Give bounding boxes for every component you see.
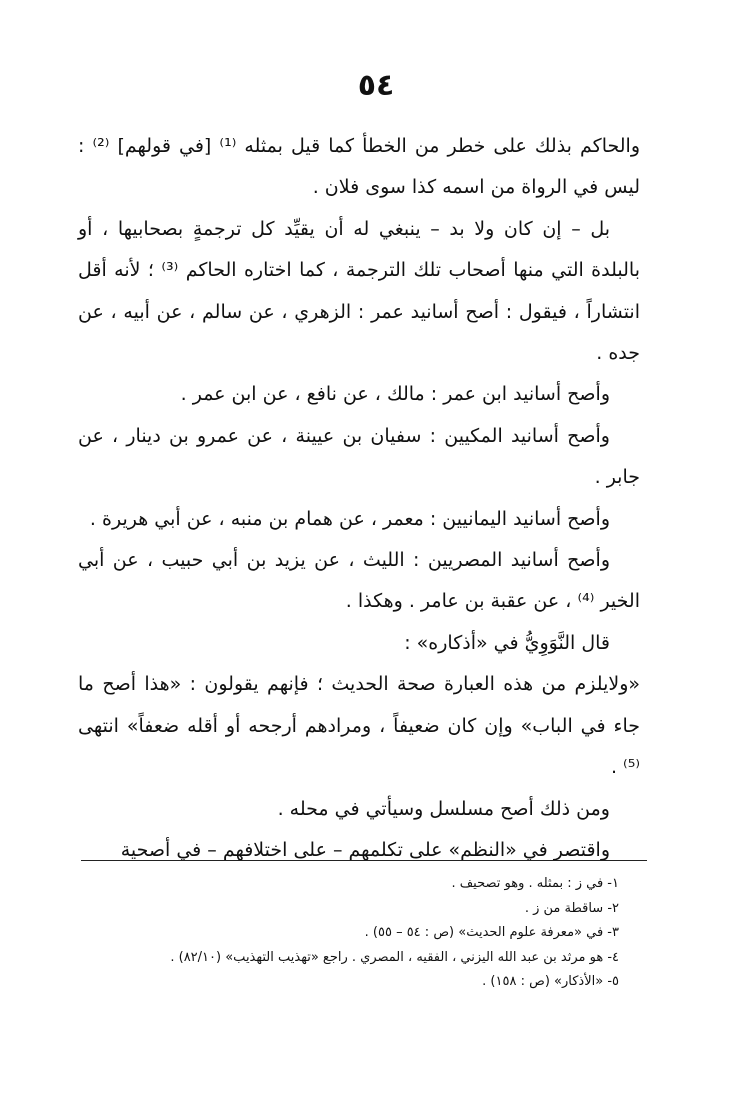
main-text (78, 126, 640, 871)
paragraph-8: «ولايلزم من هذه العبارة صحة الحديث ؛ فإنهم يقولون : «هذا أصح ما جاء في الباب» وإن كان ضعيفاً ، ومرادهم أرجحه أو أقله ضعفاً» انتهى ⁽⁵⁾ . (78, 673, 640, 779)
page-number: ٥٤ (357, 68, 395, 103)
footnote-4: ٤- هو مرثد بن عبد الله اليزني ، الفقيه ، المصري . راجع «تهذيب التهذيب» (٨٢/١٠) . (170, 949, 619, 965)
paragraph-6: وأصح أسانيد المصريين : الليث ، عن يزيد بن أبي حبيب ، عن أبي الخير ⁽⁴⁾ ، عن عقبة بن عامر . وهكذا . (78, 549, 640, 613)
footnote-1: ١- في ز : بمثله . وهو تصحيف . (451, 876, 619, 891)
paragraph-10: واقتصر في «النظم» على تكلمهم – على اختلافهم – في أصحية (120, 838, 610, 861)
paragraph-2: بل – إن كان ولا بد – ينبغي له أن يقيِّد كل ترجمةٍ بصحابيها ، أو بالبلدة التي منها أصحاب تلك الترجمة ، كما اختاره الحاكم ⁽³⁾ ؛ لأنه أقل انتشاراً ، فيقول : أصح أسانيد عمر : الزهري ، عن سالم ، عن أبيه ، عن جده . (78, 217, 641, 365)
paragraph-1: والحاكم بذلك على خطر من الخطأ كما قيل بمثله ⁽¹⁾ [في قولهم] ⁽²⁾ : ليس في الرواة من اسمه كذا سوى فلان . (78, 135, 640, 199)
footnotes (81, 872, 647, 995)
paragraph-5: وأصح أسانيد اليمانيين : معمر ، عن همام بن منبه ، عن أبي هريرة . (89, 507, 610, 530)
footnote-2: ٢- ساقطة من ز . (524, 900, 619, 916)
paragraph-9: ومن ذلك أصح مسلسل وسيأتي في محله . (277, 797, 610, 820)
footnote-3: ٣- في «معرفة علوم الحديث» (ص : ٥٤ – ٥٥) . (364, 925, 619, 940)
paragraph-4: وأصح أسانيد المكيين : سفيان بن عيينة ، عن عمرو بن دينار ، عن جابر . (78, 424, 640, 489)
footnote-divider (81, 860, 647, 861)
paragraph-3: وأصح أسانيد ابن عمر : مالك ، عن نافع ، عن ابن عمر . (180, 383, 610, 406)
paragraph-7: قال النَّوَوِيُّ في «أذكاره» : (404, 631, 610, 654)
footnote-5: ٥- «الأذكار» (ص : ١٥٨) . (482, 974, 619, 989)
